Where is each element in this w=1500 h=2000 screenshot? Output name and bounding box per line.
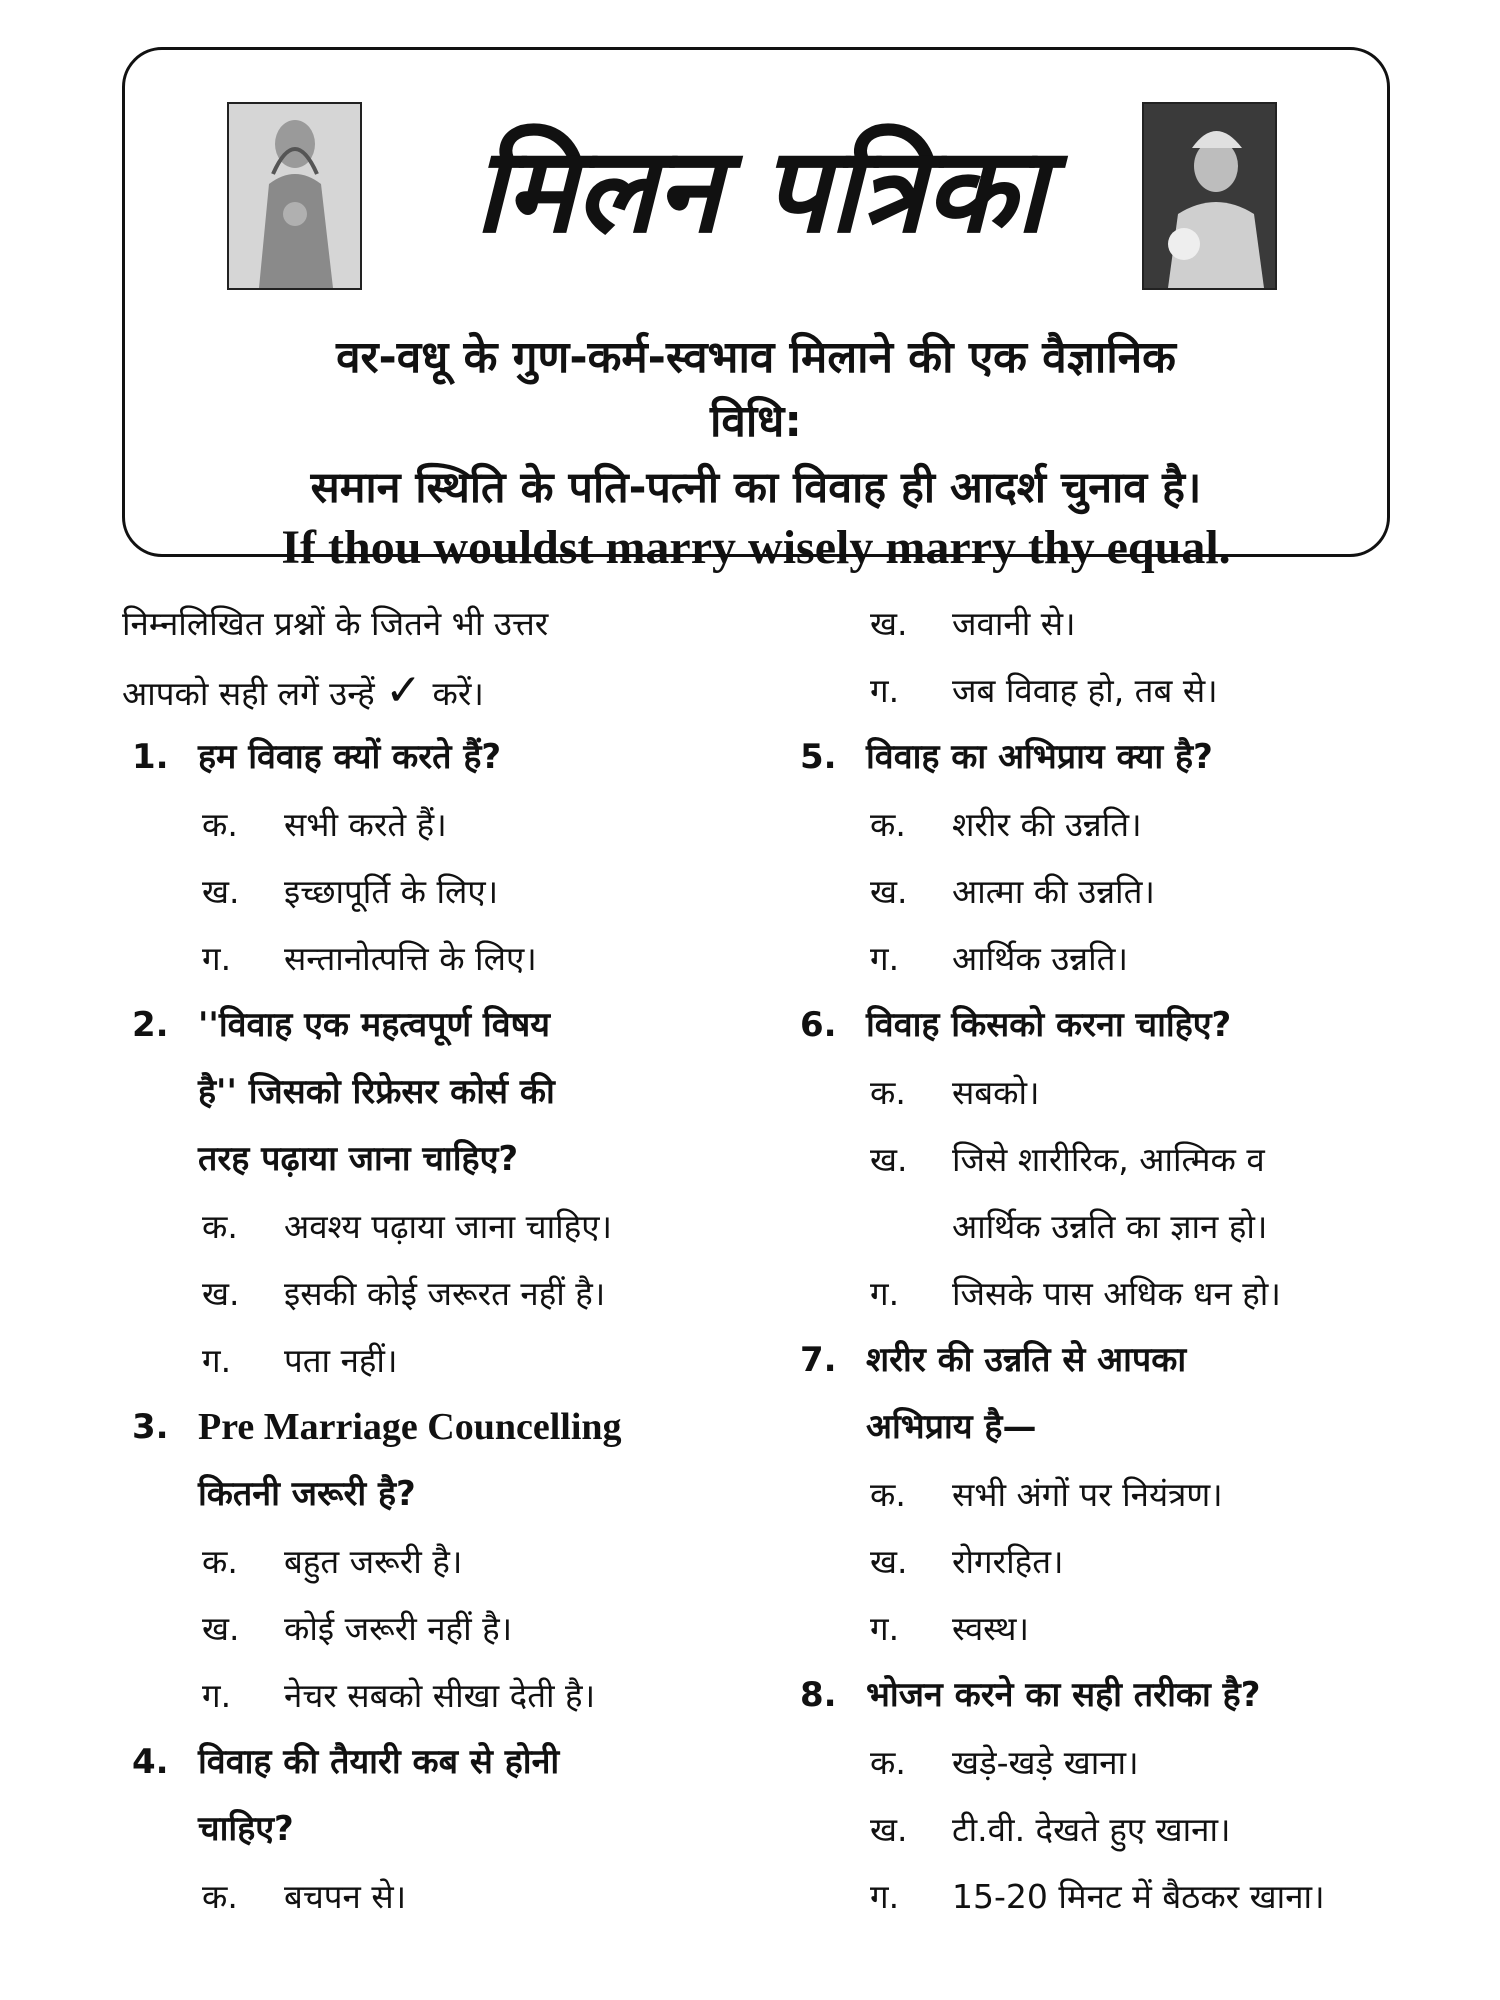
tagline-line2: विधि: <box>710 396 802 447</box>
question-text: चाहिए? <box>198 1809 294 1849</box>
option-label: ख. <box>870 872 908 911</box>
option[interactable] <box>790 1461 1410 1528</box>
left-column <box>122 590 742 1930</box>
question-text: विवाह की तैयारी कब से होनी <box>198 1742 560 1782</box>
option-label: ग. <box>870 939 900 978</box>
option-text: बहुत जरूरी है। <box>284 1542 463 1581</box>
checkmark-icon: ✓ <box>385 665 423 716</box>
question-text: अभिप्राय है— <box>866 1407 1037 1447</box>
intro-text: आपको सही लगें उन्हें <box>122 674 375 713</box>
option-text: जवानी से। <box>952 604 1076 643</box>
question-number: 5. <box>800 737 837 777</box>
question-number: 7. <box>800 1340 837 1380</box>
option-label: क. <box>202 1877 238 1916</box>
question-4 <box>122 1729 742 1796</box>
option-label: क. <box>870 1073 906 1112</box>
question-4-cont <box>122 1796 742 1863</box>
option-label: ग. <box>202 1341 232 1380</box>
option[interactable] <box>122 1595 742 1662</box>
option[interactable] <box>790 657 1410 724</box>
option-text: सन्तानोत्पत्ति के लिए। <box>284 939 537 978</box>
option[interactable] <box>122 925 742 992</box>
question-number: 3. <box>132 1407 169 1447</box>
option-text: टी.वी. देखते हुए खाना। <box>952 1810 1231 1849</box>
question-text: विवाह का अभिप्राय क्या है? <box>866 737 1213 777</box>
option-label: ग. <box>202 939 232 978</box>
option-text: आत्मा की उन्नति। <box>952 872 1155 911</box>
intro-text-end: करें। <box>432 674 484 713</box>
question-7 <box>790 1327 1410 1394</box>
option-text: पता नहीं। <box>284 1341 398 1380</box>
option-text: आर्थिक उन्नति। <box>952 939 1128 978</box>
question-text: है'' जिसको रिफ्रेसर कोर्स की <box>198 1072 555 1112</box>
option[interactable] <box>122 1528 742 1595</box>
option-text: स्वस्थ। <box>952 1609 1029 1648</box>
question-2-cont <box>122 1126 742 1193</box>
question-number: 8. <box>800 1675 837 1715</box>
option-text: अवश्य पढ़ाया जाना चाहिए। <box>284 1207 612 1246</box>
option-label: ख. <box>870 1140 908 1179</box>
question-1 <box>122 724 742 791</box>
option-text: रोगरहित। <box>952 1542 1064 1581</box>
option-label: क. <box>202 1207 238 1246</box>
option-label: ग. <box>870 671 900 710</box>
question-6 <box>790 992 1410 1059</box>
option-label: ग. <box>202 1676 232 1715</box>
option-label: ख. <box>202 872 240 911</box>
question-text: विवाह किसको करना चाहिए? <box>866 1005 1232 1045</box>
option[interactable] <box>790 925 1410 992</box>
option-text: जिसके पास अधिक धन हो। <box>952 1274 1281 1313</box>
question-3 <box>122 1394 742 1461</box>
option-label: क. <box>202 1542 238 1581</box>
question-text: शरीर की उन्नति से आपका <box>866 1340 1187 1380</box>
option-text: जिसे शारीरिक, आत्मिक व <box>952 1140 1265 1179</box>
option-label: ग. <box>870 1877 900 1916</box>
option-label: ग. <box>870 1274 900 1313</box>
option[interactable] <box>790 1059 1410 1126</box>
option[interactable] <box>790 791 1410 858</box>
option-text: शरीर की उन्नति। <box>952 805 1142 844</box>
option-text: सबको। <box>952 1073 1040 1112</box>
option-label: ग. <box>870 1609 900 1648</box>
option[interactable] <box>790 1595 1410 1662</box>
option[interactable] <box>790 1796 1410 1863</box>
option-text: बचपन से। <box>284 1877 407 1916</box>
tagline-line3: समान स्थिति के पति-पत्नी का विवाह ही आदर्श चुनाव है। <box>310 463 1202 513</box>
question-text: कितनी जरूरी है? <box>198 1474 416 1514</box>
option-label: ख. <box>202 1609 240 1648</box>
option[interactable] <box>790 590 1410 657</box>
option[interactable] <box>122 858 742 925</box>
option[interactable] <box>122 1193 742 1260</box>
question-text: भोजन करने का सही तरीका है? <box>866 1675 1261 1715</box>
option[interactable] <box>122 1327 742 1394</box>
tagline-english: If thou wouldst marry wisely marry thy equal. <box>281 521 1231 574</box>
option-text: सभी करते हैं। <box>284 805 447 844</box>
option-label: ख. <box>202 1274 240 1313</box>
option[interactable] <box>122 1662 742 1729</box>
option-label: ख. <box>870 1810 908 1849</box>
question-text: तरह पढ़ाया जाना चाहिए? <box>198 1139 519 1179</box>
option-text: जब विवाह हो, तब से। <box>952 671 1218 710</box>
option[interactable] <box>790 1729 1410 1796</box>
question-3-cont <box>122 1461 742 1528</box>
question-number: 1. <box>132 737 169 777</box>
option[interactable] <box>790 858 1410 925</box>
option-continuation <box>790 1193 1410 1260</box>
option-text: 15-20 मिनट में बैठकर खाना। <box>952 1877 1325 1916</box>
page-title: मिलन पत्रिका <box>474 120 1046 259</box>
intro-line2 <box>122 657 742 724</box>
option-text: इसकी कोई जरूरत नहीं है। <box>284 1274 606 1313</box>
question-2-cont <box>122 1059 742 1126</box>
option[interactable] <box>122 1863 742 1930</box>
groom-photo <box>1142 102 1277 290</box>
option-text: नेचर सबको सीखा देती है। <box>284 1676 596 1715</box>
tagline-line1: वर-वधू के गुण-कर्म-स्वभाव मिलाने की एक वैज्ञानिक <box>336 332 1176 383</box>
question-text: ''विवाह एक महत्वपूर्ण विषय <box>198 1005 550 1045</box>
question-text: Pre Marriage Councelling <box>198 1406 622 1448</box>
option[interactable] <box>122 791 742 858</box>
option-text: आर्थिक उन्नति का ज्ञान हो। <box>952 1207 1268 1246</box>
question-2 <box>122 992 742 1059</box>
intro-line1: निम्नलिखित प्रश्नों के जितने भी उत्तर <box>122 604 549 643</box>
option[interactable] <box>790 1528 1410 1595</box>
question-8 <box>790 1662 1410 1729</box>
question-number: 6. <box>800 1005 837 1045</box>
option-text: खड़े-खड़े खाना। <box>952 1743 1139 1782</box>
option-text: सभी अंगों पर नियंत्रण। <box>952 1475 1223 1514</box>
option-label: क. <box>870 1475 906 1514</box>
question-5 <box>790 724 1410 791</box>
option-label: क. <box>202 805 238 844</box>
question-number: 4. <box>132 1742 169 1782</box>
header-box <box>122 47 1390 574</box>
option-label: ख. <box>870 1542 908 1581</box>
right-column <box>790 590 1410 1930</box>
question-number: 2. <box>132 1005 169 1045</box>
option-text: इच्छापूर्ति के लिए। <box>284 872 499 911</box>
option-label: क. <box>870 805 906 844</box>
option[interactable] <box>790 1260 1410 1327</box>
question-text: हम विवाह क्यों करते हैं? <box>198 737 502 777</box>
option[interactable] <box>790 1126 1410 1193</box>
option-text: कोई जरूरी नहीं है। <box>284 1609 513 1648</box>
option-label: क. <box>870 1743 906 1782</box>
option[interactable] <box>790 1863 1410 1930</box>
option[interactable] <box>122 1260 742 1327</box>
bride-photo <box>227 102 362 290</box>
option-label: ख. <box>870 604 908 643</box>
question-7-cont <box>790 1394 1410 1461</box>
